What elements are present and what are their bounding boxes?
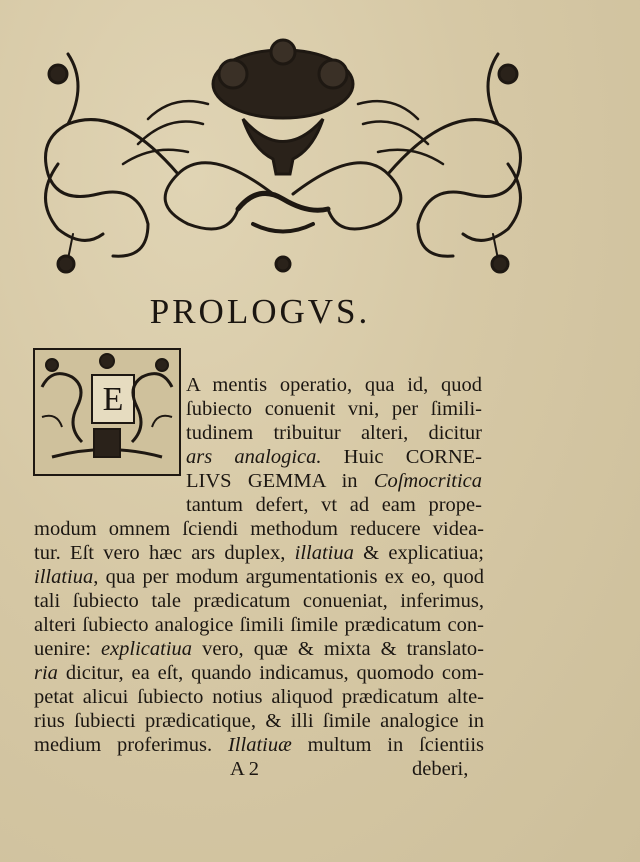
signature-mark: A 2 — [230, 758, 260, 780]
text-line-13: ria dicitur, ea eſt, quando indicamus, quomodo com- — [34, 662, 484, 684]
text-line-15: rius ſubiecti prædicatique, & illi ſimile analogice in — [34, 710, 484, 732]
text-line-6: tantum defert, vt ad eam prope- — [186, 494, 482, 516]
text-line-10: tali ſubiecto tale prædicatum conueniat, inferimus, — [34, 590, 484, 612]
ornamental-headpiece — [28, 24, 538, 279]
text-line-1: A mentis operatio, qua id, quod — [186, 374, 482, 396]
text-line-16: medium proferimus. Illatiuæ multum in ſcientiis — [34, 734, 484, 756]
text-line-9: illatiua, qua per modum argumentationis ex eo, quod — [34, 566, 484, 588]
page-title: PROLOGVS. — [149, 292, 371, 331]
text-line-11: alteri ſubiecto analogice ſimili ſimile prædicatum con- — [34, 614, 484, 636]
text-line-7: modum omnem ſciendi methodum reducere videa- — [34, 518, 484, 540]
initial-letter: E — [102, 381, 124, 418]
text-line-3: tudinem tribuitur alteri, dicitur — [186, 422, 482, 444]
text-line-5: LIVS GEMMA in Coſmocritica — [186, 470, 482, 492]
text-line-2: ſubiecto conuenit vni, per ſimili- — [186, 398, 482, 420]
text-line-8: tur. Eſt vero hæc ars duplex, illatiua & explicatiua; — [34, 542, 485, 564]
catchword: deberi, — [412, 758, 469, 780]
text-line-4: ars analogica. Huic CORNE- — [186, 446, 482, 468]
text-line-14: petat alicui ſubiecto notius aliquod prædicatum alte- — [34, 686, 484, 708]
text-line-12: uenire: explicatiua vero, quæ & mixta & translato- — [34, 638, 485, 660]
